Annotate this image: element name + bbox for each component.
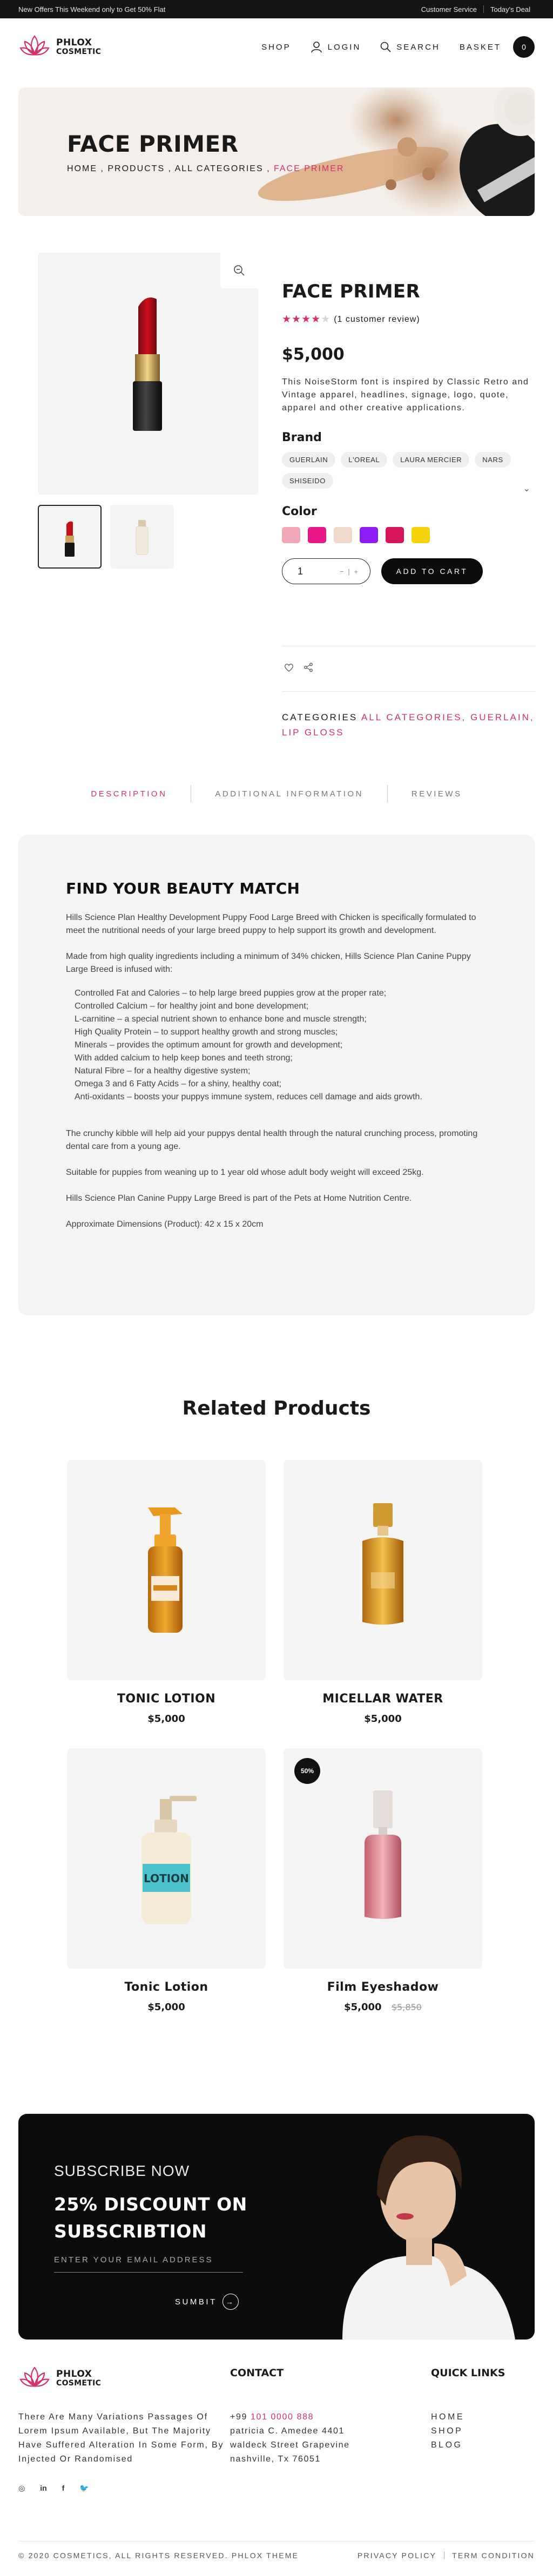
description-list [75,987,487,1104]
list-item: Minerals – provides the optimum amount for growth and development; [75,1040,343,1050]
chevron-down-icon[interactable]: ⌄ [523,484,530,493]
product-card[interactable] [67,1748,266,2013]
svg-text:LOTION: LOTION [144,1872,189,1885]
product-main-image[interactable] [38,253,258,495]
tab-reviews[interactable]: REVIEWS [411,789,462,799]
description-paragraph: Hills Science Plan Healthy Development Puppy Food Large Breed with Chicken is specifically formulated to meet the nutritional needs of your large breed puppy to help support its growth and development. [66,913,476,935]
brand-chip[interactable]: GUERLAIN [282,452,335,468]
arrow-right-icon: → [222,2294,239,2310]
nav-login[interactable] [311,41,361,53]
facebook-icon[interactable]: f [62,2484,65,2492]
brand-chip[interactable]: LAURA MERCIER [393,452,469,468]
copyright: © 2020 COSMETICS, ALL RIGHTS RESERVED. PHLOX THEME [18,2551,299,2560]
linkedin-icon[interactable]: in [40,2484,47,2492]
description-paragraph: The crunchy kibble will help aid your puppys dental health through the natural crunching process, promoting dental care from a young age. [66,1129,478,1151]
review-count-link[interactable]: (1 customer review) [334,314,420,324]
product-card-price: $5,000 [147,1713,185,1725]
color-swatch[interactable] [360,527,378,543]
social-links [18,2484,89,2493]
list-item: With added calcium to help keep bones and teeth strong; [75,1053,293,1063]
contact-address-line: waldeck Street Grapevine [230,2440,350,2450]
product-card[interactable] [67,1460,266,1725]
contact-title: CONTACT [230,2367,284,2379]
top-bar [0,0,553,18]
logo-name: PHLOX [56,37,92,48]
color-swatch[interactable] [386,527,404,543]
color-swatch[interactable] [308,527,326,543]
buy-row [282,558,536,584]
lotus-logo-icon [18,2362,51,2395]
product-card-price: $5,000 [364,1713,402,1725]
logo-wordmark [56,38,101,56]
crumb-products[interactable]: PRODUCTS [107,164,165,173]
divider [483,5,484,13]
rating-stars: ★★★★★ [282,314,331,325]
submit-label: SUMBIT [175,2297,217,2307]
quick-links [431,2410,464,2452]
thumbnail-1[interactable] [38,505,102,569]
brand-chip[interactable]: NARS [475,452,511,468]
nav-search-label: SEARCH [396,42,440,52]
serum-thumb [110,505,174,569]
contact-address-line: patricia C. Amedee 4401 [230,2426,345,2436]
nav-search[interactable] [380,42,440,52]
heart-icon[interactable] [284,662,294,672]
page-title: FACE PRIMER [67,131,239,157]
color-swatch[interactable] [334,527,352,543]
basket-count-badge[interactable]: 0 [513,36,535,58]
todays-deal-link[interactable]: Today's Deal [490,5,530,13]
product-card-price: $5,000 [147,2002,185,2013]
product-card[interactable] [284,1460,482,1725]
product-categories [282,710,536,740]
crumb-current: FACE PRIMER [273,164,345,173]
subscribe-title-line: SUBSCRIBTION [54,2221,207,2242]
color-swatches [282,527,536,543]
product-card-image[interactable] [284,1460,482,1680]
footer-logo[interactable] [18,2362,101,2395]
lotus-logo-icon [18,31,51,63]
color-label: Color [282,505,317,518]
product-card-name[interactable]: Film Eyeshadow [327,1980,439,1994]
zoom-icon [233,265,245,276]
list-item: Controlled Fat and Calories – to help large breed puppies grow at the proper rate; [75,989,387,998]
legal-links [358,2551,535,2560]
email-field[interactable]: ENTER YOUR EMAIL ADDRESS [54,2255,243,2273]
product-title: FACE PRIMER [282,281,420,302]
instagram-icon[interactable]: ◎ [18,2484,25,2492]
product-rating [282,313,536,326]
list-item: Natural Fibre – for a healthy digestive system; [75,1066,251,1076]
page-hero [18,87,535,216]
product-card-image[interactable] [67,1460,266,1680]
add-to-cart-button[interactable]: ADD TO CART [381,558,483,584]
brand-list [282,452,520,489]
quick-links-title: QUICK LINKS [431,2367,505,2379]
lipstick-thumb [39,506,100,567]
description-panel [18,835,535,1315]
product-card-name[interactable]: Tonic Lotion [124,1980,208,1994]
breadcrumb: HOME , PRODUCTS , ALL CATEGORIES , FACE PRIMER [67,164,345,173]
footer-about-text: There Are Many Variations Passages Of Lorem Ipsum Available, But The Majority Have Suffered Alteration In Some Form, By Injected Or Randomised [18,2412,224,2464]
product-price: $5,000 [282,345,345,364]
categories-label: CATEGORIES [282,712,358,722]
subscribe-eyebrow: SUBSCRIBE NOW [54,2162,190,2179]
category-links[interactable]: ALL CATEGORIES, GUERLAIN, LIP GLOSS [282,712,535,738]
description-paragraph: Approximate Dimensions (Product): 42 x 15 x 20cm [66,1220,264,1229]
description-heading: FIND YOUR BEAUTY MATCH [66,880,300,897]
quantity-controls[interactable]: − | + [340,567,359,576]
footer-link-shop[interactable]: SHOP [431,2426,463,2436]
description-paragraph: Made from high quality ingredients including a minimum of 34% chicken, Hills Science Plan Canine Puppy Large Breed is infused with: [66,952,471,974]
list-item: Omega 3 and 6 Fatty Acids – for a shiny, healthy coat; [75,1079,282,1088]
main-nav [261,36,535,58]
logo-wordmark [56,2370,101,2388]
nav-basket[interactable]: BASKET [459,42,501,52]
nav-shop[interactable]: SHOP [261,42,291,52]
user-icon [311,41,322,53]
phone-prefix: +99 [230,2412,247,2422]
list-item: High Quality Protein – to support healthy growth and strong muscles; [75,1027,338,1037]
submit-button[interactable] [175,2294,239,2310]
footer-link-blog[interactable]: BLOG [431,2440,463,2450]
zoom-button[interactable] [220,253,258,288]
contact-details [230,2410,350,2466]
lipstick-image [38,253,258,495]
quantity-value[interactable]: 1 [298,565,304,577]
tab-additional-information[interactable]: ADDITIONAL INFORMATION [215,789,363,799]
logo-name: PHLOX [56,2368,92,2379]
subscribe-title [54,2191,247,2245]
product-card-name[interactable]: TONIC LOTION [117,1692,216,1706]
divider [282,691,536,692]
product-tabs [18,785,535,802]
description-paragraph: Suitable for puppies from weaning up to 1 year old whose adult body weight will exceed 25kg. [66,1168,424,1177]
subscribe-banner [18,2114,535,2340]
share-actions [284,662,313,672]
footer-link-home[interactable]: HOME [431,2412,464,2422]
color-swatch[interactable] [412,527,430,543]
customer-service-link[interactable]: Customer Service [421,5,477,13]
footer-bottom [18,2541,535,2560]
thumbnail-2[interactable] [110,505,174,569]
product-card-name[interactable]: MICELLAR WATER [322,1692,443,1706]
spray-bottle-image [67,1460,266,1680]
product-description: This NoiseStorm font is inspired by Classic Retro and Vintage apparel, headlines, signage, logo, quote, apparel and other creative applications. [282,377,529,413]
brand-chip[interactable]: L'OREAL [341,452,387,468]
list-item: L-carnitine – a special nutrient shown to enhance bone and muscle strength; [75,1015,367,1024]
oil-bottle-image [284,1460,482,1680]
top-bar-links [421,5,530,13]
terms-link[interactable]: TERM CONDITION [452,2551,535,2560]
logo-sub: COSMETIC [56,47,102,56]
description-paragraph: Hills Science Plan Canine Puppy Large Breed is part of the Pets at Home Nutrition Centre. [66,1194,412,1203]
twitter-icon[interactable]: 🐦 [79,2484,89,2492]
product-card-sale-price: $5,000 [344,2002,382,2013]
tab-description[interactable]: DESCRIPTION [91,789,167,799]
share-icon[interactable] [304,662,313,672]
quantity-stepper[interactable] [282,558,370,584]
search-icon [380,42,391,52]
site-header [0,18,553,76]
lotion-bottle-image [67,1748,266,1969]
subscribe-title-line: 25% DISCOUNT ON [54,2194,247,2215]
crumb-all-categories[interactable]: ALL CATEGORIES [174,164,264,173]
contact-address-line: nashville, Tx 76051 [230,2455,321,2464]
crumb-home[interactable]: HOME [67,164,97,173]
nav-login-label: LOGIN [327,42,361,52]
contact-phone[interactable] [230,2410,350,2424]
product-card-price [284,2002,482,2013]
sale-badge: 50% [294,1758,320,1784]
logo-sub: COSMETIC [56,2378,102,2388]
product-card-image[interactable] [284,1748,482,1969]
product-card-image[interactable] [67,1748,266,1969]
related-products-title: Related Products [182,1397,371,1419]
list-item: Controlled Calcium – for healthy joint and bone development; [75,1002,309,1011]
product-card[interactable] [284,1748,482,2013]
brand-chip[interactable]: SHISEIDO [282,473,333,489]
brand-label: Brand [282,431,322,444]
site-logo[interactable] [18,31,101,63]
color-swatch[interactable] [282,527,300,543]
product-info [282,281,536,584]
phone-number: 101 0000 888 [251,2412,314,2422]
privacy-policy-link[interactable]: PRIVACY POLICY [357,2551,437,2560]
list-item: Anti-oxidants – boosts your puppys immune system, reduces cell damage and aids growth. [75,1092,422,1101]
promo-text: New Offers This Weekend only to Get 50% Flat [18,5,166,13]
product-card-old-price: $5,850 [391,2002,422,2012]
